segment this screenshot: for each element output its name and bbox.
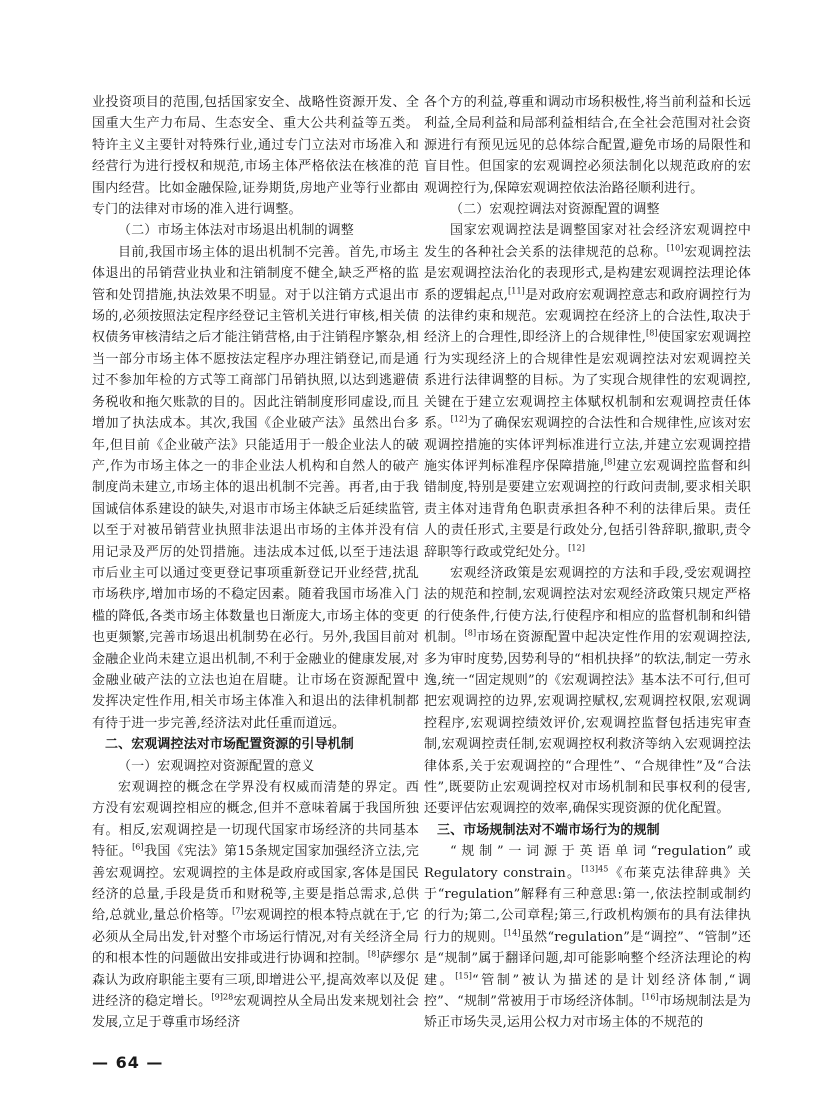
footnote-ref: [7] <box>232 907 244 917</box>
left-text-column <box>92 92 419 1034</box>
page-number: — 64 — <box>92 1053 164 1072</box>
footnote-ref: [11] <box>508 286 525 296</box>
body-paragraph: 宏观调控的概念在学界没有权威而清楚的界定。西方没有宏观调控相应的概念,但并不意味着属于我国所独有。相反,宏观调控是一切现代国家市场经济的共同基本特征。[6]我国《宪法》第15条规定国家加强经济立法,完善宏观调控。宏观调控的主体是政府或国家,客体是国民经济的总量,手段是货币和财税等,主要是指总需求,总供给,总就业,量总价格等。[7]宏观调控的根本特点就在于,它必须从全局出发,针对整个市场运行情况,对有关经济全局的和根本性的问题做出安排或进行协调和控制。[8]萨缪尔森认为政府职能主要有三项,即增进公平,提高效率以及促进经济的稳定增长。$^{[9]28}$宏观调控从全局出发来规划社会发展,立足于尊重市场经济 <box>92 780 419 1031</box>
body-paragraph: “规制”一词源于英语单词“regulation”或Regulatory constrain。$^{[13]45}$《布莱克法律辞典》关于“regulation”解释有三种意思:第一,依法控制或制约的行为;第二,公司章程;第三,行政机构颁布的具有法律执行力的规则。[14]虽然“regulation”是“调控”、“管制”还是“规制”属于翻译问题,却可能影响整个经济法理论的构建。[15]“管制”被认为描述的是计划经济体制,“调控”、“规制”常被用于市场经济体制。[16]市场规制法是为矫正市场失灵,运用公权力对市场主体的不规范的 <box>424 844 752 1031</box>
footnote-ref: [8] <box>464 628 477 638</box>
footnote-ref: [8] <box>367 949 380 959</box>
section-heading: 三、市场规制法对不端市场行为的规制 <box>437 822 660 838</box>
footnote-ref: [6] <box>132 842 144 852</box>
footnote-ref: [15] <box>455 971 473 981</box>
body-paragraph: 目前,我国市场主体的退出机制不完善。首先,市场主体退出的吊销营业执业和注销制度不健全,缺乏严格的监管和处罚措施,执法效果不明显。对于以注销方式退出市场的,必须按照法定程序经登记主管机关进行审核,相关债权债务审核清结之后才能注销营格,由于注销程序繁杂,相当一部分市场主体不愿按法定程序办理注销登记,而是通过不参加年检的方式等工商部门吊销执照,以达到逃避债务税收和拖欠账款的目的。因此注销制度形同虚设,而且增加了执法成本。其次,我国《企业破产法》虽然出台多年,但目前《企业破产法》只能适用于一般企业法人的破产,作为市场主体之一的非企业法人机构和自然人的破产制度尚未建立,市场主体的退出机制不完善。再者,由于我国诚信体系建设的缺失,对退市市场主体缺乏后延续监管,以至于对被吊销营业执照非法退出市场的主体并没有信用记录及严厉的处罚措施。违法成本过低,以至于违法退市后业主可以通过变更登记事项重新登记开业经营,扰乱市场秩序,增加市场的不稳定因素。随着我国市场准入门槛的降低,各类市场主体数量也日渐庞大,市场主体的变更也更频繁,完善市场退出机制势在必行。另外,我国目前对金融企业尚未建立退出机制,不利于金融业的健康发展,对金融业破产法的立法也迫在眉睫。让市场在资源配置中发挥决定性作用,相关市场主体准入和退出的法律机制都有待于进一步完善,经济法对此任重而道远。 <box>92 244 419 731</box>
footnote-ref: [12] <box>568 543 585 553</box>
continued-paragraph: 业投资项目的范围,包括国家安全、战略性资源开发、全国重大生产力布局、生态安全、重大公共利益等五类。特许主义主要针对特殊行业,通过专门立法对市场准入和经营行为进行授权和规范,市场主体严格依法在核准的范围内经营。比如金融保险,证券期货,房地产业等行业都由专门的法律对市场的准入进行调整。 <box>92 95 419 218</box>
subsection-heading: （二）宏观控调法对资源配置的调整 <box>450 202 660 218</box>
continued-paragraph: 各个方的利益,尊重和调动市场积极性,将当前利益和长远利益,全局利益和局部利益相结合,在全社会范围对社会资源进行有预见远见的总体综合配置,避免市场的局限性和盲目性。但国家的宏观调控必须法制化以规范政府的宏观调控行为,保障宏观调控依法治路径顺利进行。 <box>424 95 751 196</box>
subsection-heading: （一）宏观调控对资源配置的意义 <box>118 758 315 774</box>
footnote-ref: [16] <box>641 992 659 1002</box>
body-paragraph: 国家宏观调控法是调整国家对社会经济宏观调控中发生的各种社会关系的法律规范的总称。[10]宏观调控法是宏观调控法治化的表现形式,是构建宏观调控法理论体系的逻辑起点,[11]是对政府宏观调控意志和政府调控行为的法律约束和规范。宏观调控在经济上的合法性,取决于经济上的合理性,即经济上的合规律性,[8]使国家宏观调控行为实现经济上的合规律性是宏观调控法对宏观调控关系进行法律调整的目标。为了实现合规律性的宏观调控,关键在于建立宏观调控主体赋权机制和宏观调控责任体系。[12]为了确保宏观调控的合法性和合规律性,应该对宏观调控措施的实体评判标准进行立法,并建立宏观调控措施实体评判标准程序保障措施,[8]建立宏观调控监督和纠错制度,特别是要建立宏观调控的行政问责制,要求相关职责主体对违背角色职责承担各种不利的法律后果。责任人的责任形式,主要是行政处分,包括引咎辞职,撤职,责令辞职等行政或党纪处分。[12] <box>424 223 751 560</box>
subsection-heading: （二）市场主体法对市场退出机制的调整 <box>118 223 354 239</box>
section-heading: 二、宏观调控法对市场配置资源的引导机制 <box>105 737 354 753</box>
footnote-ref: [10] <box>666 243 684 253</box>
body-paragraph: 宏观经济政策是宏观调控的方法和手段,受宏观调控法的规范和控制,宏观调控法对宏观经济政策只规定严格的行使条件,行使方法,行使程序和相应的监督机制和纠错机制。[8]市场在资源配置中起决定性作用的宏观调控法,多为审时度势,因势利导的“相机抉择”的软法,制定一劳永逸,统一“固定规则”的《宏观调控法》基本法不可行,但可把宏观调控的边界,宏观调控赋权,宏观调控权限,宏观调控程序,宏观调控绩效评价,宏观调控监督包括违宪审查制,宏观调控责任制,宏观调控权利救济等纳入宏观调控法律体系,关于宏观调控的“合理性”、“合规律性”及“合法性”,既要防止宏观调控权对市场机制和民事权利的侵害,还要评估宏观调控的效率,确保实现资源的优化配置。 <box>424 565 751 817</box>
footnote-ref: [8] <box>604 457 616 467</box>
footnote-ref: [12] <box>450 414 468 424</box>
footnote-ref: [13]45 <box>581 864 609 874</box>
footnote-ref: [8] <box>646 329 658 339</box>
footnote-ref: [14] <box>503 928 521 938</box>
footnote-ref: [9]28 <box>211 992 234 1002</box>
right-text-column <box>424 92 751 1034</box>
